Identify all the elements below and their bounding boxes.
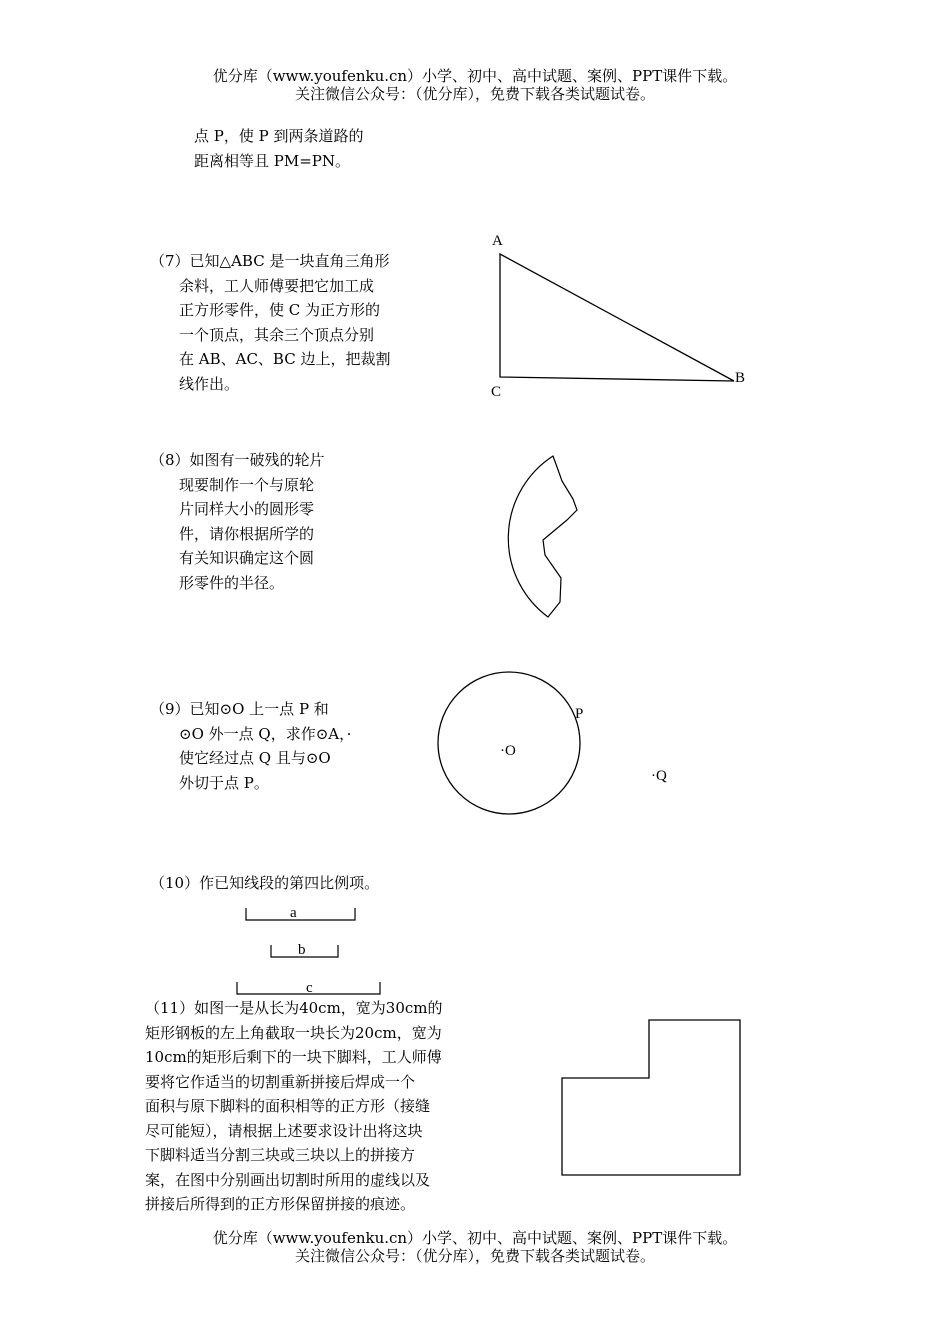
q6-line: 点 P，使 P 到两条道路的 [194, 127, 364, 145]
q11-line: 矩形钢板的左上角截取一块长为20cm，宽为 [145, 1023, 442, 1042]
segment-a [246, 908, 355, 920]
q6-line: 距离相等且 PM=PN。 [194, 151, 351, 170]
point-label-p: P [575, 706, 584, 722]
q7-line: 一个顶点，其余三个顶点分别 [179, 325, 375, 344]
footer-line-2: 关注微信公众号：（优分库），免费下载各类试题试卷。 [294, 1247, 655, 1265]
q8-line: 片同样大小的圆形零 [179, 500, 315, 518]
q8-line: （8）如图有一破残的轮片 [150, 451, 325, 469]
triangle-abc [500, 254, 734, 381]
vertex-label-c: C [491, 384, 502, 400]
q8-line: 现要制作一个与原轮 [179, 475, 315, 494]
vertex-label-a: A [492, 233, 503, 249]
question-10-text: （10）作已知线段的第四比例项。 [150, 874, 380, 892]
page-footer [0, 1229, 950, 1265]
header-line-1: 优分库（www.youfenku.cn）小学、初中、高中试题、案例、PPT课件下载。 [212, 67, 738, 85]
q11-line: 拼接后所得到的正方形保留拼接的痕迹。 [145, 1195, 416, 1213]
q7-line: （7）已知△ABC 是一块直角三角形 [150, 252, 390, 270]
q7-line: 线作出。 [179, 374, 240, 393]
q10-segments-figure [237, 905, 380, 996]
header-line-2: 关注微信公众号：（优分库），免费下载各类试题试卷。 [294, 85, 655, 103]
q11-line: 要将它作适当的切割重新拼接后焊成一个 [145, 1072, 416, 1091]
segment-label-c: c [306, 980, 313, 996]
q9-line: （9）已知⊙O 上一点 P 和 [150, 700, 329, 718]
q11-line: 10cm的矩形后剩下的一块下脚料，工人师傅 [145, 1048, 442, 1066]
q7-line: 余料，工人师傅要把它加工成 [179, 276, 375, 295]
q11-line: （11）如图一是从长为40cm，宽为30cm的 [145, 999, 443, 1017]
q7-triangle-figure [491, 233, 745, 400]
segment-label-a: a [290, 905, 297, 921]
q8-line: 有关知识确定这个圆 [179, 549, 315, 567]
q11-line: 面积与原下脚料的面积相等的正方形（接缝 [145, 1097, 431, 1115]
center-label-o: ·O [500, 743, 516, 759]
l-shape-scrap [562, 1020, 740, 1175]
q11-line: 案，在图中分别画出切割时所用的虚线以及 [145, 1170, 431, 1189]
vertex-label-b: B [735, 370, 746, 386]
q9-line: 使它经过点 Q 且与⊙O [179, 749, 331, 767]
q8-line: 形零件的半径。 [179, 573, 285, 592]
point-label-q: ·Q [651, 768, 667, 784]
q9-circle-figure [438, 672, 667, 814]
q9-line: 外切于点 P。 [179, 773, 269, 792]
q7-line: 在 AB、AC、BC 边上，把裁割 [179, 350, 391, 368]
q8-line: 件，请你根据所学的 [179, 524, 315, 543]
q9-line: ⊙O 外一点 Q，求作⊙A，· [179, 724, 352, 743]
q7-line: 正方形零件，使 C 为正方形的 [179, 301, 381, 319]
footer-line-1: 优分库（www.youfenku.cn）小学、初中、高中试题、案例、PPT课件下载。 [212, 1229, 738, 1247]
q8-broken-wheel-figure [508, 456, 577, 617]
segment-label-b: b [298, 942, 306, 958]
q11-line: 尽可能短），请根据上述要求设计出将这块 [145, 1121, 423, 1140]
broken-wheel-outline [508, 456, 577, 617]
q11-line: 下脚料适当分割三块或三块以上的拼接方 [145, 1146, 416, 1164]
q11-scrap-figure [562, 1020, 740, 1175]
